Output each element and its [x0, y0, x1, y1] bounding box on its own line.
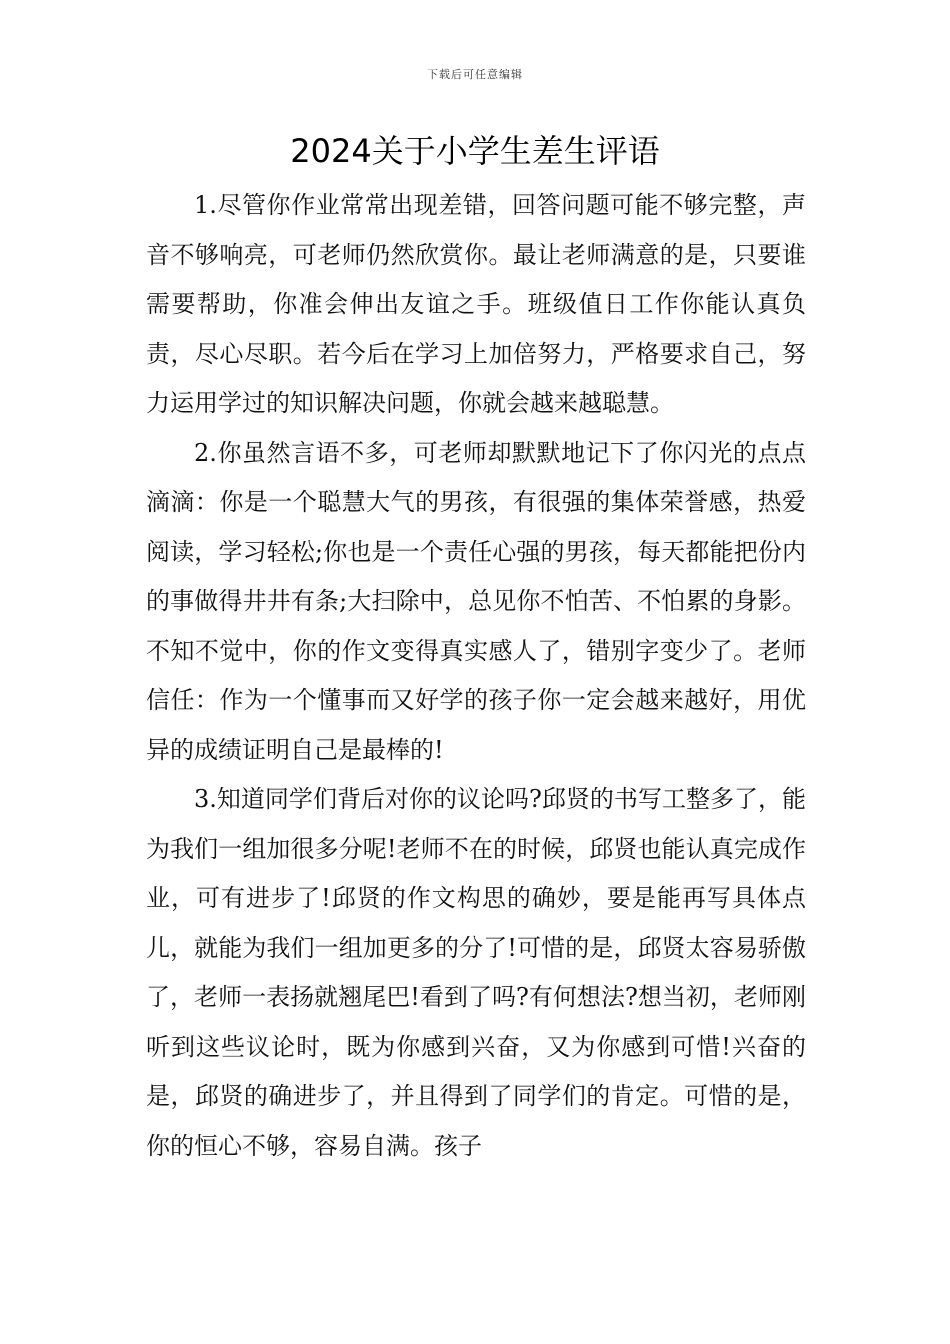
paragraph-2: 2.你虽然言语不多，可老师却默默地记下了你闪光的点点滴滴：你是一个聪慧大气的男孩，有很强的集体荣誉感，热爱阅读，学习轻松;你也是一个责任心强的男孩，每天都能把份内的事做得井井有条;大扫除中，总见你不怕苦、不怕累的身影。不知不觉中，你的作文变得真实感人了，错别字变少了。老师信任：作为一个懂事而又好学的孩子你一定会越来越好，用优异的成绩证明自己是最棒的!	[146, 438, 806, 764]
paragraph-3: 3.知道同学们背后对你的议论吗?邱贤的书写工整多了，能为我们一组加很多分呢!老师不在的时候，邱贤也能认真完成作业，可有进步了!邱贤的作文构思的确妙，要是能再写具体点儿，就能为我们一组加更多的分了!可惜的是，邱贤太容易骄傲了，老师一表扬就翘尾巴!看到了吗?有何想法?想当初，老师刚听到这些议论时，既为你感到兴奋，又为你感到可惜!兴奋的是，邱贤的确进步了，并且得到了同学们的肯定。可惜的是，你的恒心不够，容易自满。孩子	[146, 785, 806, 1160]
page-header-note: 下载后可任意编辑	[427, 68, 523, 81]
document-body	[146, 181, 806, 1171]
document-title: 2024关于小学生差生评语	[290, 132, 660, 170]
paragraph-1: 1.尽管你作业常常出现差错，回答问题可能不够完整，声音不够响亮，可老师仍然欣赏你。最让老师满意的是，只要谁需要帮助，你准会伸出友谊之手。班级值日工作你能认真负责，尽心尽职。若今后在学习上加倍努力，严格要求自己，努力运用学过的知识解决问题，你就会越来越聪慧。	[146, 191, 806, 417]
